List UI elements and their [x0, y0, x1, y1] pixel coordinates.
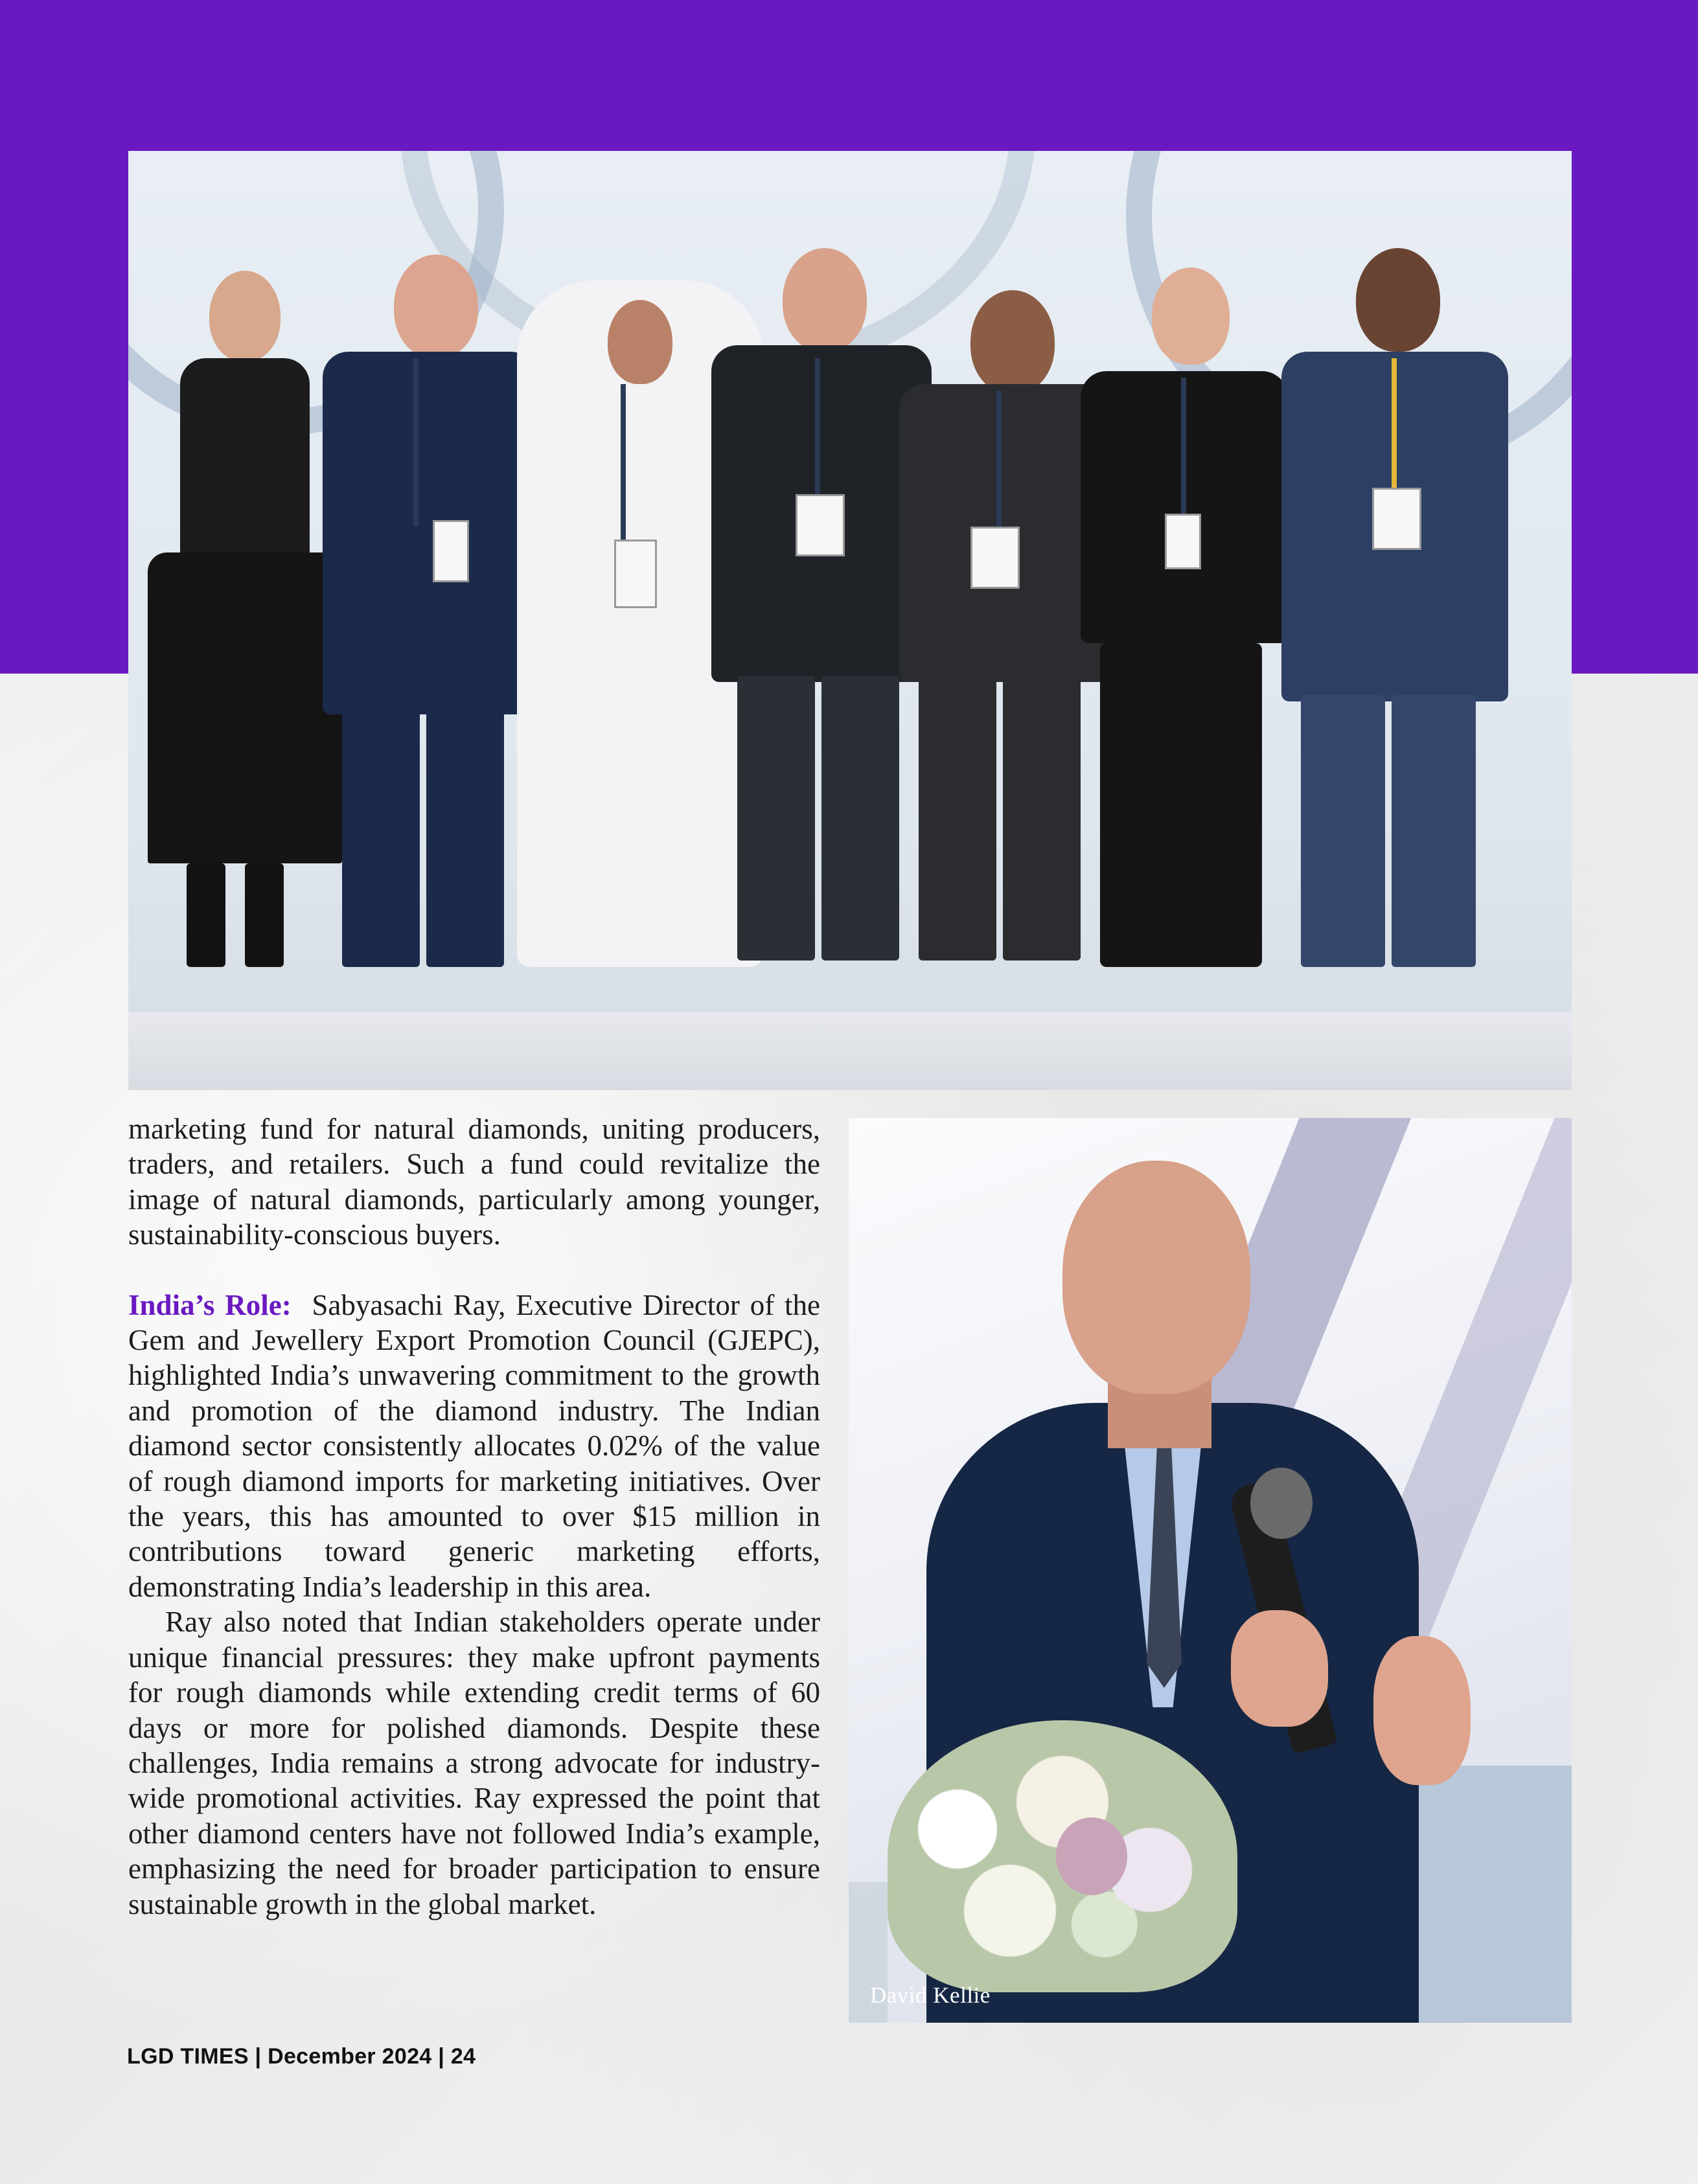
page-footer: LGD TIMES | December 2024 | 24 [127, 2044, 476, 2069]
article-paragraph [128, 1288, 820, 1605]
group-photo [128, 151, 1572, 1090]
article-column [128, 1111, 820, 1922]
photo-caption: David Kellie [870, 1983, 991, 2008]
article-paragraph-body: Sabyasachi Ray, Executive Director of the Gem and Jewellery Export Promotion Council (GJEPC), highlighted India’s unwavering commitment to the growth and promotion of the diamond industry. The Indian diamond sector consistently allocates 0.02% of the value of rough diamond imports for marketing initiatives. Over the years, this has amounted to over $15 million in contributions toward generic marketing efforts, demonstrating India’s leadership in this area. [128, 1288, 821, 1603]
article-paragraph: marketing fund for natural diamonds, uniting producers, traders, and retailers. Such a fund could revitalize the image of natural diamonds, particularly among younger, sustainability-conscious buyers. [128, 1113, 820, 1251]
section-lead-in: India’s Role: [128, 1288, 292, 1321]
article-paragraph: Ray also noted that Indian stakeholders operate under unique financial pressures: they make upfront payments for rough diamonds while extending credit terms of 60 days or more for polished diamonds. Despite these challenges, India remains a strong advocate for industry-wide promotional activities. Ray expressed the point that other diamond centers have not followed India’s example, emphasizing the need for broader participation to ensure sustainable growth in the global market. [128, 1606, 820, 1920]
portrait-photo [849, 1118, 1572, 2023]
